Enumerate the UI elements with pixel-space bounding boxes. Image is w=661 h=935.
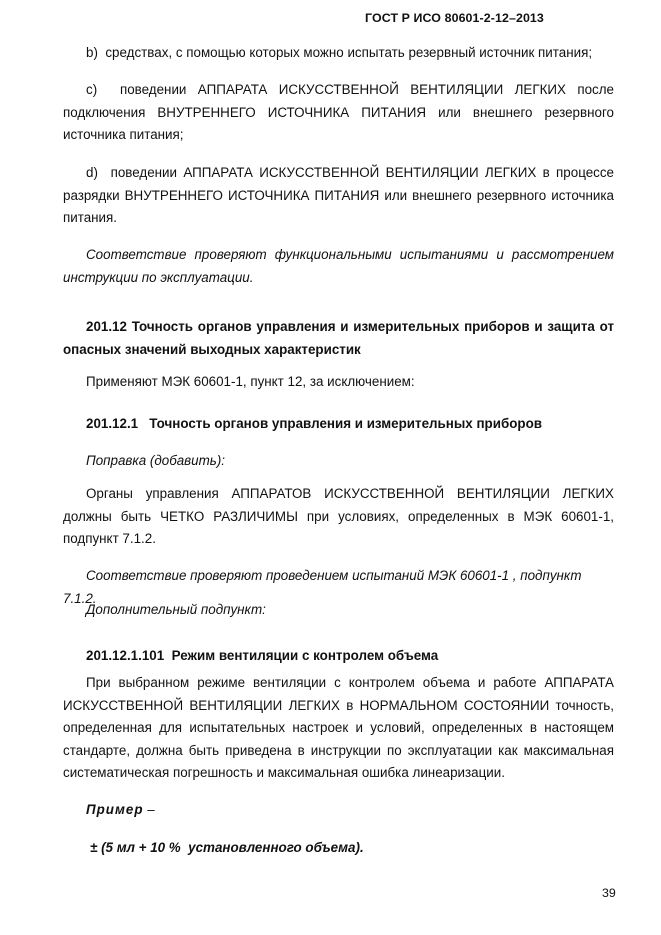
list-item-d: d) поведении АППАРАТА ИСКУССТВЕННОЙ ВЕНТИЛЯЦИИ ЛЕГКИХ в процессе разрядки ВНУТРЕННЕГО ИСТОЧНИКА ПИТАНИЯ или внешнего резервного источника питания. bbox=[63, 165, 614, 225]
list-item-b: b) средствах, с помощью которых можно испытать резервный источник питания; bbox=[86, 45, 593, 60]
section-heading-201-12-1: 201.12.1 Точность органов управления и измерительных приборов bbox=[86, 416, 542, 431]
page-number: 39 bbox=[602, 886, 616, 900]
example-dash: – bbox=[143, 802, 155, 817]
section-heading-201-12: 201.12 Точность органов управления и измерительных приборов и защита от опасных значений выходных характеристик bbox=[63, 319, 614, 357]
list-item-c: c) поведении АППАРАТА ИСКУССТВЕННОЙ ВЕНТИЛЯЦИИ ЛЕГКИХ после подключения ВНУТРЕННЕГО ИСТОЧНИКА ПИТАНИЯ или внешнего резервного источника питания; bbox=[63, 82, 614, 142]
additional-subclause-label: Дополнительный подпункт: bbox=[86, 602, 266, 617]
applies-paragraph: Применяют МЭК 60601-1, пункт 12, за исключением: bbox=[86, 374, 415, 389]
example-formula: ± (5 мл + 10 % установленного объема). bbox=[90, 840, 364, 855]
controls-paragraph: Органы управления АППАРАТОВ ИСКУССТВЕННОЙ ВЕНТИЛЯЦИИ ЛЕГКИХ должны быть ЧЕТКО РАЗЛИЧИМЫ при условиях, определенных в МЭК 60601-1, подпункт 7.1.2. bbox=[63, 486, 614, 546]
volume-control-paragraph: При выбранном режиме вентиляции с контролем объема и работе АППАРАТА ИСКУССТВЕННОЙ ВЕНТИЛЯЦИИ ЛЕГКИХ в НОРМАЛЬНОМ СОСТОЯНИИ точность, определенная для испытательных настроек и условий, определенных в настоящем стандарте, должна быть приведена в инструкции по эксплуатации как максимальная систематическая погрешность и максимальная ошибка линеаризации. bbox=[63, 675, 614, 780]
amendment-label: Поправка (добавить): bbox=[86, 453, 225, 468]
section-heading-201-12-1-101: 201.12.1.101 Режим вентиляции с контролем объема bbox=[86, 648, 439, 663]
example-label bbox=[63, 799, 614, 822]
compliance-note-2: Соответствие проверяют проведением испытаний МЭК 60601-1 , подпункт 7.1.2. bbox=[63, 568, 582, 606]
document-header: ГОСТ Р ИСО 80601-2-12–2013 bbox=[365, 11, 544, 25]
compliance-note-1: Соответствие проверяют функциональными испытаниями и рассмотрением инструкции по эксплуатации. bbox=[63, 247, 614, 285]
example-word: Пример bbox=[86, 802, 144, 817]
